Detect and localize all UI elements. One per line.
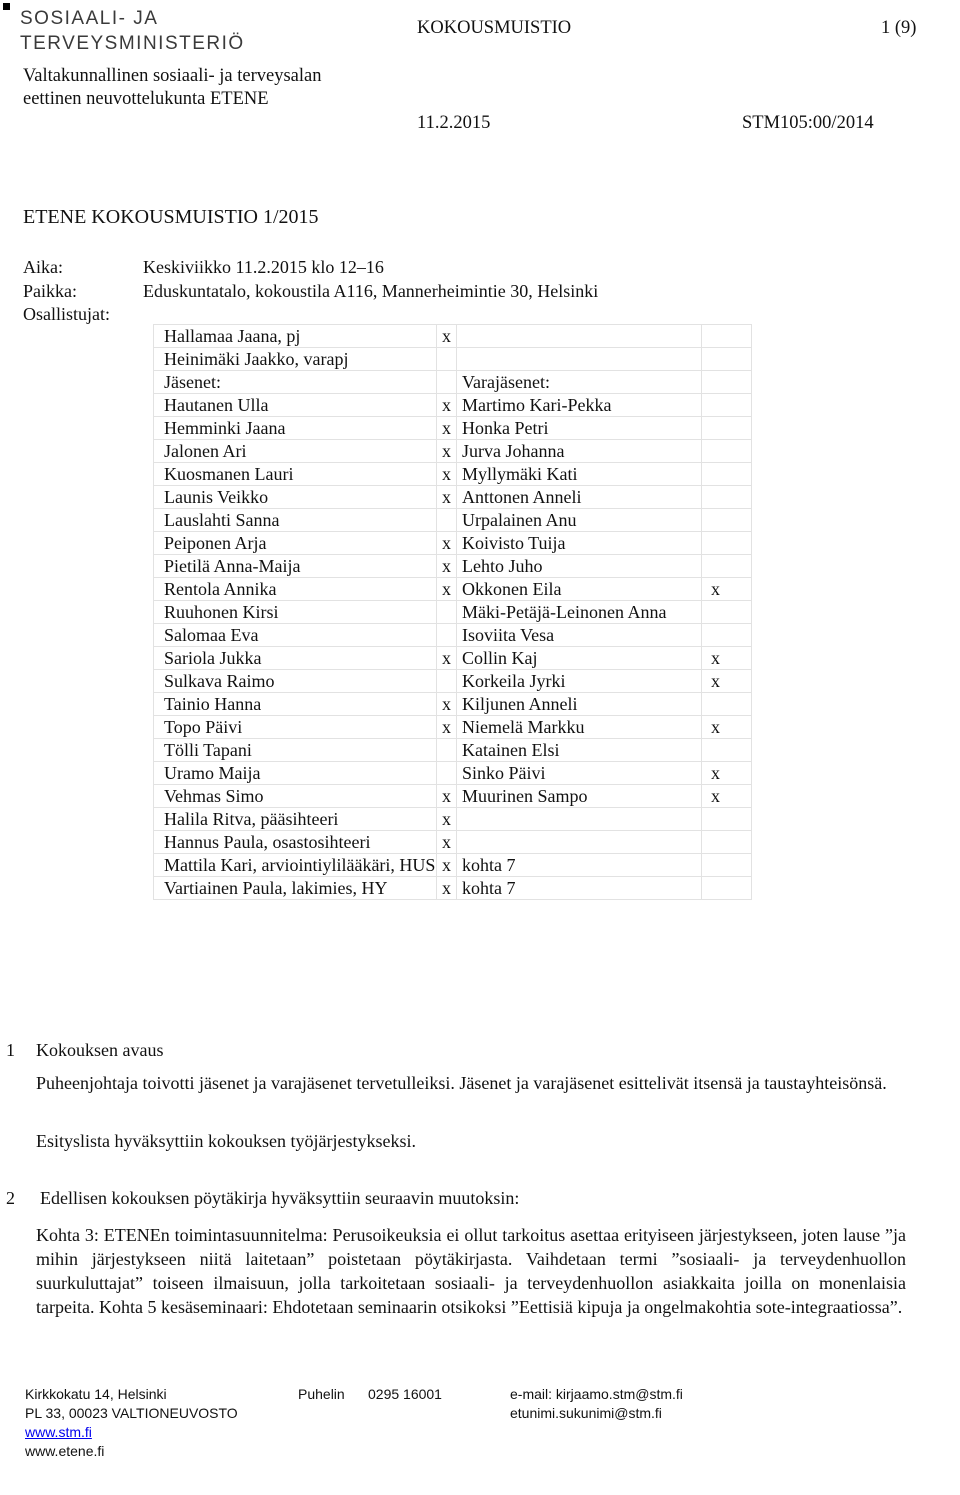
deputy-attendance-mark xyxy=(702,624,752,647)
attendee-row xyxy=(154,532,752,555)
deputy-attendance-mark xyxy=(702,325,752,348)
footer-web-etene: www.etene.fi xyxy=(25,1443,105,1459)
attendee-name: Sulkava Raimo xyxy=(154,670,437,693)
page-number: 1 (9) xyxy=(881,18,917,38)
attendance-mark xyxy=(437,670,457,693)
deputy-attendance-mark: x xyxy=(702,762,752,785)
attendee-name: Halila Ritva, pääsihteeri xyxy=(154,808,437,831)
attendee-name: Hemminki Jaana xyxy=(154,417,437,440)
footer-email-2: etunimi.sukunimi@stm.fi xyxy=(510,1405,662,1421)
attendance-mark: x xyxy=(437,693,457,716)
attendee-row xyxy=(154,371,752,394)
org-line-1: Valtakunnallinen sosiaali- ja terveysalan xyxy=(23,66,322,86)
attendance-mark xyxy=(437,509,457,532)
attendee-row xyxy=(154,647,752,670)
aika-label: Aika: xyxy=(23,257,63,277)
attendee-row xyxy=(154,601,752,624)
deputy-name: Kiljunen Anneli xyxy=(457,693,702,716)
footer-phone: 0295 16001 xyxy=(368,1386,442,1402)
footer-email-1: e-mail: kirjaamo.stm@stm.fi xyxy=(510,1386,683,1402)
attendee-row xyxy=(154,417,752,440)
attendee-name: Pietilä Anna-Maija xyxy=(154,555,437,578)
paikka-value: Eduskuntatalo, kokoustila A116, Mannerheimintie 30, Helsinki xyxy=(143,281,599,301)
paikka-label: Paikka: xyxy=(23,281,77,301)
attendee-name: Jäsenet: xyxy=(154,371,437,394)
doc-type: KOKOUSMUISTIO xyxy=(417,18,572,38)
deputy-attendance-mark: x xyxy=(702,578,752,601)
deputy-name: Collin Kaj xyxy=(457,647,702,670)
attendance-mark xyxy=(437,348,457,371)
doc-reference: STM105:00/2014 xyxy=(742,113,874,133)
attendance-mark: x xyxy=(437,578,457,601)
deputy-attendance-mark xyxy=(702,555,752,578)
deputy-attendance-mark xyxy=(702,348,752,371)
attendee-row xyxy=(154,440,752,463)
deputy-attendance-mark xyxy=(702,463,752,486)
attendee-name: Hallamaa Jaana, pj xyxy=(154,325,437,348)
deputy-name: kohta 7 xyxy=(457,877,702,900)
deputy-attendance-mark xyxy=(702,854,752,877)
attendance-mark xyxy=(437,739,457,762)
attendee-name: Ruuhonen Kirsi xyxy=(154,601,437,624)
deputy-name: Koivisto Tuija xyxy=(457,532,702,555)
attendee-row xyxy=(154,624,752,647)
attendee-row xyxy=(154,463,752,486)
deputy-name: Honka Petri xyxy=(457,417,702,440)
attendee-name: Jalonen Ari xyxy=(154,440,437,463)
attendee-row xyxy=(154,693,752,716)
osallistujat-label: Osallistujat: xyxy=(23,304,110,324)
deputy-name: Muurinen Sampo xyxy=(457,785,702,808)
attendee-name: Peiponen Arja xyxy=(154,532,437,555)
deputy-name: Urpalainen Anu xyxy=(457,509,702,532)
section-1-heading: Kokouksen avaus xyxy=(36,1040,164,1060)
attendee-name: Salomaa Eva xyxy=(154,624,437,647)
attendee-row xyxy=(154,509,752,532)
deputy-name: Mäki-Petäjä-Leinonen Anna xyxy=(457,601,702,624)
attendee-row xyxy=(154,394,752,417)
attendance-mark: x xyxy=(437,808,457,831)
footer-web-stm[interactable] xyxy=(25,1423,92,1441)
deputy-attendance-mark xyxy=(702,486,752,509)
deputy-name xyxy=(457,325,702,348)
deputy-attendance-mark xyxy=(702,440,752,463)
attendee-name: Sariola Jukka xyxy=(154,647,437,670)
deputy-attendance-mark xyxy=(702,394,752,417)
footer-address-1: Kirkkokatu 14, Helsinki xyxy=(25,1386,167,1402)
org-line-2: eettinen neuvottelukunta ETENE xyxy=(23,89,269,109)
deputy-name: Okkonen Eila xyxy=(457,578,702,601)
footer-phone-label: Puhelin xyxy=(298,1386,345,1402)
deputy-attendance-mark xyxy=(702,877,752,900)
attendee-row xyxy=(154,486,752,509)
deputy-attendance-mark xyxy=(702,417,752,440)
deputy-name: Lehto Juho xyxy=(457,555,702,578)
attendee-row xyxy=(154,555,752,578)
attendance-mark: x xyxy=(437,532,457,555)
attendance-mark xyxy=(437,762,457,785)
attendee-row xyxy=(154,877,752,900)
deputy-attendance-mark: x xyxy=(702,647,752,670)
attendee-row xyxy=(154,348,752,371)
attendance-mark: x xyxy=(437,877,457,900)
deputy-attendance-mark xyxy=(702,693,752,716)
deputy-name: Anttonen Anneli xyxy=(457,486,702,509)
deputy-attendance-mark: x xyxy=(702,716,752,739)
attendance-mark: x xyxy=(437,440,457,463)
corner-marker xyxy=(3,3,10,10)
attendance-mark: x xyxy=(437,831,457,854)
attendance-mark: x xyxy=(437,325,457,348)
deputy-attendance-mark xyxy=(702,509,752,532)
attendance-mark: x xyxy=(437,463,457,486)
deputy-attendance-mark: x xyxy=(702,670,752,693)
deputy-name: Varajäsenet: xyxy=(457,371,702,394)
deputy-name: Isoviita Vesa xyxy=(457,624,702,647)
deputy-name: Martimo Kari-Pekka xyxy=(457,394,702,417)
attendee-name: Hannus Paula, osastosihteeri xyxy=(154,831,437,854)
attendance-mark xyxy=(437,624,457,647)
attendee-name: Vartiainen Paula, lakimies, HY xyxy=(154,877,437,900)
page-title: ETENE KOKOUSMUISTIO 1/2015 xyxy=(23,206,319,228)
attendee-name: Tainio Hanna xyxy=(154,693,437,716)
attendee-row xyxy=(154,762,752,785)
aika-value: Keskiviikko 11.2.2015 klo 12–16 xyxy=(143,257,384,277)
attendee-name: Heinimäki Jaakko, varapj xyxy=(154,348,437,371)
deputy-name: kohta 7 xyxy=(457,854,702,877)
deputy-name: Jurva Johanna xyxy=(457,440,702,463)
attendee-row xyxy=(154,854,752,877)
deputy-attendance-mark xyxy=(702,831,752,854)
deputy-attendance-mark xyxy=(702,808,752,831)
attendance-mark xyxy=(437,601,457,624)
section-1-paragraph-1: Puheenjohtaja toivotti jäsenet ja varajäsenet tervetulleiksi. Jäsenet ja varajäsenet esittelivät itsensä ja taustayhteisönsä. xyxy=(36,1073,887,1093)
attendee-row xyxy=(154,785,752,808)
attendee-row xyxy=(154,670,752,693)
attendee-row xyxy=(154,325,752,348)
attendee-row xyxy=(154,808,752,831)
deputy-name: Myllymäki Kati xyxy=(457,463,702,486)
deputy-attendance-mark xyxy=(702,371,752,394)
attendance-mark: x xyxy=(437,555,457,578)
attendee-name: Topo Päivi xyxy=(154,716,437,739)
attendee-name: Mattila Kari, arviointiylilääkäri, HUS xyxy=(154,854,437,877)
footer-address-2: PL 33, 00023 VALTIONEUVOSTO xyxy=(25,1405,238,1421)
deputy-attendance-mark xyxy=(702,601,752,624)
section-1-paragraph-2: Esityslista hyväksyttiin kokouksen työjärjestykseksi. xyxy=(36,1131,416,1151)
attendance-mark xyxy=(437,371,457,394)
deputy-name xyxy=(457,348,702,371)
attendance-mark: x xyxy=(437,417,457,440)
deputy-attendance-mark xyxy=(702,739,752,762)
attendee-name: Hautanen Ulla xyxy=(154,394,437,417)
attendance-mark: x xyxy=(437,647,457,670)
attendee-name: Launis Veikko xyxy=(154,486,437,509)
logo-line-2: TERVEYSMINISTERIÖ xyxy=(20,33,245,54)
attendee-name: Tölli Tapani xyxy=(154,739,437,762)
deputy-name: Katainen Elsi xyxy=(457,739,702,762)
section-2-number: 2 xyxy=(6,1188,15,1208)
attendee-name: Kuosmanen Lauri xyxy=(154,463,437,486)
deputy-attendance-mark: x xyxy=(702,785,752,808)
attendee-name: Rentola Annika xyxy=(154,578,437,601)
deputy-name: Niemelä Markku xyxy=(457,716,702,739)
attendee-row xyxy=(154,578,752,601)
stm-link[interactable]: www.stm.fi xyxy=(25,1424,92,1440)
attendee-name: Lauslahti Sanna xyxy=(154,509,437,532)
attendance-mark: x xyxy=(437,854,457,877)
logo-line-1: SOSIAALI- JA xyxy=(20,8,159,29)
deputy-name: Sinko Päivi xyxy=(457,762,702,785)
section-2-heading: Edellisen kokouksen pöytäkirja hyväksyttiin seuraavin muutoksin: xyxy=(40,1188,520,1208)
attendee-row xyxy=(154,716,752,739)
attendee-table xyxy=(153,324,752,900)
deputy-name xyxy=(457,808,702,831)
doc-date: 11.2.2015 xyxy=(417,113,491,133)
attendee-row xyxy=(154,739,752,762)
section-2-paragraph: Kohta 3: ETENEn toimintasuunnitelma: Perusoikeuksia ei ollut tarkoitus asettaa erityiseen järjestykseen, joten lause ”ja mihin järjestykseen niitä laitetaan” poistetaan pöytäkirjasta. Vaihdetaan termi ”sosiaali- ja terveydenhuollon suurkuluttajat” toiseen ilmaisuun, jolla tarkoitetaan sosiaali- ja terveydenhuollon asiakkaita joilla on monenlaisia tarpeita. Kohta 5 kesäseminaari: Ehdotetaan seminaarin otsikoksi ”Eettisiä kipuja ja ongelmakohtia sote-integraatiossa”. xyxy=(36,1225,906,1317)
attendance-mark: x xyxy=(437,394,457,417)
attendee-name: Uramo Maija xyxy=(154,762,437,785)
attendance-mark: x xyxy=(437,486,457,509)
attendance-mark: x xyxy=(437,785,457,808)
deputy-attendance-mark xyxy=(702,532,752,555)
section-1-number: 1 xyxy=(6,1040,15,1060)
deputy-name: Korkeila Jyrki xyxy=(457,670,702,693)
attendee-name: Vehmas Simo xyxy=(154,785,437,808)
deputy-name xyxy=(457,831,702,854)
attendee-row xyxy=(154,831,752,854)
attendance-mark: x xyxy=(437,716,457,739)
